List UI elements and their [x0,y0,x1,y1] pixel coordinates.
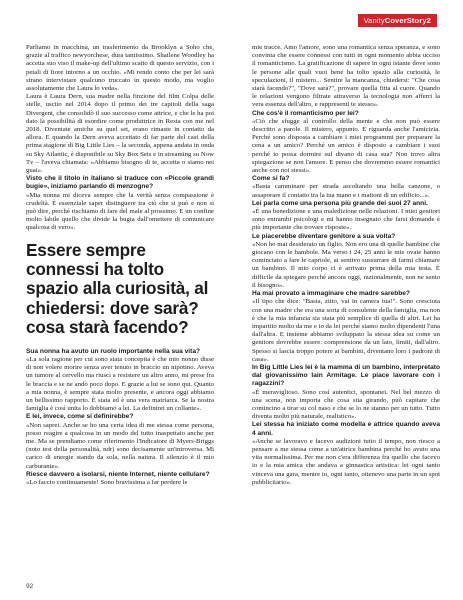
interview-question: Riesce davvero a isolarsi, niente Internet, niente cellulare? [26,470,210,478]
interview-question: In Big Little Lies lei è la mamma di un bambino, interpretato dal giovanissimo Iain Armitage. Le piace lavorare con i ragazzini? [252,363,440,388]
page-number: 92 [26,583,34,590]
interview-question: Visto che il titolo in italiano si traduce con «Piccole grandi bugie», iniziamo parlando di menzogne? [26,175,214,191]
interview-answer: «Non ho mai desiderato un figlio. Non ero una di quelle bambine che giocano con le bambole. Ma verso i 24, 25 anni le mie ovaie hanno cominciato a fare le capriole, ai sentivo sussurrare di farmi chiamare un bambino. Il mio corpo ci è arrivato prima della mia testa. È difficile da spiegare perché ancora oggi, razionalmente, non ne sento il bisogno». [252,240,440,289]
interview-answer: «Mia nonna mi diceva sempre che la verità senza compassione è crudeltà. È essenziale saper distinguere tra ciò che si può e non si può dire, perché rischiamo di fare del male al prossimo. E un confine molto labile quello che divide la bugia dall'omettere di comunicare qualcosa di vero». [26,191,214,232]
section-title: CoverStory2 [384,16,431,25]
interview-answer: «È meraviglioso. Sono così autentici, spontanei. Nel bel mezzo di una scena, non importa che cosa stia girando, può capitare che comincino a tirar su col naso e che se lo ne stanno per un tutto. Tutto diventa molto più naturale, realistico». [252,388,440,421]
interview-answer: «La sola ragione per cui sono stata concepita è che mio nonno disse di non volere morire senza aver tenuto in braccio un nipotino. Aveva un tumore al cervello ma riuscì a resistere un altro anno, mi prese fra le braccia e se ne andò poco dopo. E grazie a lui se sono qui. Quanto a mia nonna, è sempre stata molto presente, e ancora oggi abbiamo un bellissimo rapporto. È stata ed è una vera matriarca. Se la nostra famiglia è così unita lo dobbiamo a lei. La definirei un collante». [26,355,214,413]
interview-question: Che cos'è il romanticismo per lei? [252,109,359,117]
body-paragraph: mie tracce. Amo l'amore, sono una romantica senza speranza, e sono convinta che essere connessi con tutti in ogni momento abbia ucciso il romanticismo. La gratificazione di sapere in ogni istante dove sono le persone alle quali vuoi bene ha tolto spazio alla curiosità, le speculazioni, il mistero... Sentire la mancanza, chiedersi: "Che cosa starà facendo?", "Dove sarà?", provare quella fitta al cuore. Quando le relazioni vengono filtrate attraverso la tecnologia non afferri la vera essenza dell'altro, e rappresenti te stesso». [252,44,440,109]
interview-answer: «Non saprei. Anche se ho una certa idea di me stessa come persona, posso reagire a qualcosa in un modo del tutto inaspettato anche per me. Ma se prendiamo come riferimento l'Indicatore di Myers-Briggs (noto test della personalità, ndr) sono decisamente un'introversa. Mi carico di energie stando da sola, nella natura. Il silenzio è il mio carburante». [26,421,214,470]
body-paragraph: Laura è Laura Dern, sua madre nella finzione del film Colpa delle stelle, uscito nel 2014 dopo il primo dei tre capitoli della saga Divergent, che consolidò il suo successo come attrice, e che le ha poi dato la possibilità di esordire come produttrice in Resta con me nel 2018. Diventate amiche su quel set, erano rimaste in contatto da allora. E quando la Dern aveva accettato di far parte del cast della prima stagione di Big Little Lies – la seconda, appena andata in onda su Sky Atlantic, è disponibile su Sky Box Sets e in streaming su Now Tv – l'aveva chiamata: «Abbiamo bisogno di te, accetta o siamo nei guai». [26,93,214,175]
interview-answer: «È una benedizione e una maledizione nelle relazioni. I miei genitori sono entrambi psicologi e mi hanno insegnato che farsi domande è più importante che trovare risposte». [252,208,440,232]
interview-answer: «Il tipo che dice: "Basta, zitto, vai in camera tua!". Sono cresciuta con una madre che era una sorta di consulente della famiglia, ma non è che la mia infanzia sia stata più semplice di quella di altri. Lei ha impartito molto da me e io da lei perché siamo molto dipendenti l'una dall'altra. E insieme abbiamo sviluppato la stessa idea su come un genitore dovrebbe essere: comprensione da un lato, limiti, dall'altro. Spesso si lascia troppo potere ai bambini, diventano loro i padroni di casa». [252,298,440,363]
right-column [252,44,440,487]
interview-question: Sua nonna ha avuto un ruolo importante nella sua vita? [26,347,201,355]
section-name: Vanity [363,16,385,25]
section-header [358,14,437,27]
interview-question: Come si fa? [252,175,290,183]
interview-answer: «Basta camminare per strada ascoltando una bella canzone, o assaporare il contatto tra la tua mano e i mattoni di un edificio...». [252,183,440,199]
interview-answer: «Lo faccio continuamente! Sono bravissima a far perdere le [26,478,188,486]
interview-question: E lei, invece, come si definirebbe? [26,413,134,421]
pull-quote: Essere sempre connessi ha tolto spazio alla curiosità, al chiedersi: dove sarà? cosa starà facendo? [26,239,209,338]
interview-question: Lei stessa ha iniziato come modella e attrice quando aveva 4 anni. [252,421,440,437]
interview-question: Le piacerebbe diventare genitore a sua volta? [252,232,396,240]
interview-question: Ha mai provato a immaginare che madre sarebbe? [252,290,410,298]
body-paragraph: Parliamo in macchina, un trasferimento da Brooklyn a Soho che, grazie al traffico newyorchese, dura tantissimo. Shailene Woodley ha accetta suo viso il make-up dell'ultimo scatto di questo servizio, con i petali di fiore intorno a un occhio. «Mi rendo conto che per lei sarà strano intervistare qualcuno truccato in questo modo, ma voglio assolutamente che Laura lo veda». [26,44,214,93]
interview-answer: «Ciò che sfugge al controllo della mente e che non può essere descritto a parole. Il mistero, appunto. E riguarda anche l'amicizia. Perché sono disposta a cambiare i miei programmi per preparare la cena a un amico? Perché un amico è disposto a cambiare i suoi perché io possa dormire sul divano di casa sua? Non trovo altra spiegazione se non l'amore. E penso che dovremmo essere romantici anche con noi stessi». [252,117,440,175]
interview-answer: «Anche se lavoravo e facevo audizioni tutto il tempo, non riesco a pensare a me stessa come a un'attrice bambina perché ho avuto una vita normalissima. Per me non c'era differenza fra quello che facevo io e la mia amica che andava a ginnastica artistica: lei ogni tanto vinceva una gara, mentre io, ogni tanto, ottenevo una parte in un spot pubblicitario». [252,437,440,486]
left-column [26,44,214,487]
interview-question: Lei parla come una persona più grande dei suoi 27 anni. [252,199,428,207]
